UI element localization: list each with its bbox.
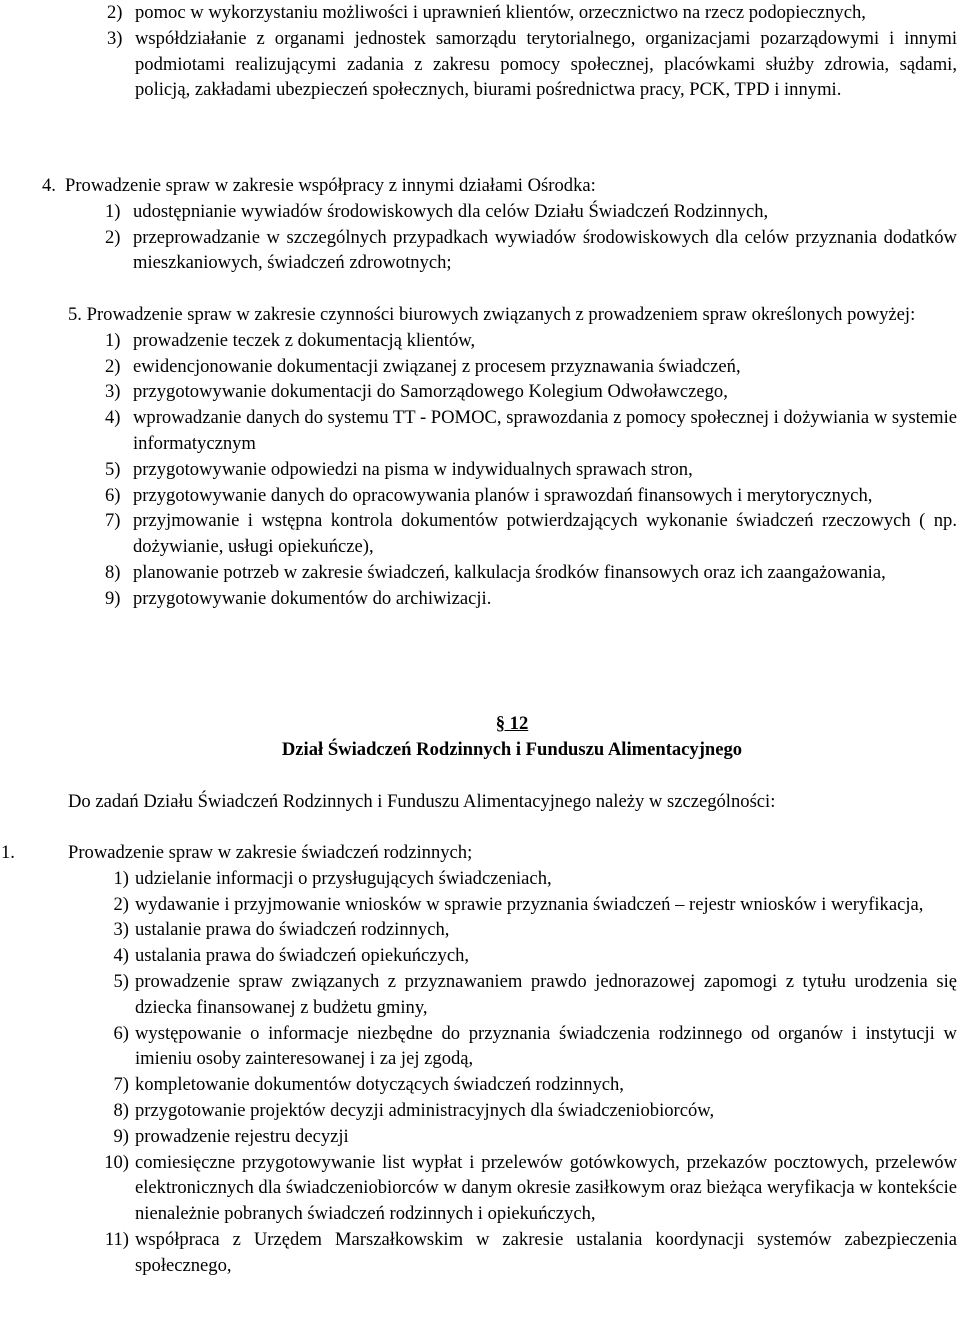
section-number: 4. [42,175,56,196]
item-text: przygotowywanie dokumentów do archiwizacji. [133,587,492,609]
item-text: współpraca z Urzędem Marszałkowskim w zakresie ustalania koordynacji systemów zabezpieczenia społecznego, [135,1228,957,1276]
section-heading [68,302,957,328]
section-list [1,866,957,1279]
section-1 [1,840,957,1279]
list-item [91,1021,957,1073]
item-text: udzielanie informacji o przysługujących świadczeniach, [135,867,552,889]
item-number: 2) [105,355,121,377]
list-item [105,586,957,612]
list-item [105,225,957,277]
item-number: 3) [105,381,121,403]
item-number: 2) [105,226,121,248]
item-text: planowanie potrzeb w zakresie świadczeń, kalkulacja środków finansowych oraz ich zaangażowania, [133,561,886,583]
list-item [91,1124,957,1150]
item-text: wydawanie i przyjmowanie wniosków w sprawie przyznania świadczeń – rejestr wniosków i weryfikacja, [135,893,924,915]
paragraph-number: § 12 [495,713,529,734]
item-text: przeprowadzanie w szczególnych przypadkach wywiadów środowiskowych dla celów przyznania dodatków mieszkaniowych, świadczeń zdrowotnych; [133,226,957,274]
list-item [105,457,957,483]
item-number: 7) [105,510,121,532]
item-number: 6) [113,1022,129,1044]
list-item [105,405,957,457]
item-number: 7) [113,1074,129,1096]
list-item [107,26,957,103]
item-number: 1) [105,329,121,351]
item-number: 3) [113,919,129,941]
item-text: przygotowywanie danych do opracowywania planów i sprawozdań finansowych i merytorycznych, [133,484,873,506]
item-text: wprowadzanie danych do systemu TT - POMOC, sprawozdania z pomocy społecznej i dożywiania w systemie informatycznym [133,407,957,454]
item-number: 11) [104,1228,129,1250]
list-item [105,354,957,380]
section-heading [42,173,957,199]
item-text: prowadzenie teczek z dokumentacją klientów, [133,329,476,351]
item-text: przygotowanie projektów decyzji administracyjnych dla świadczeniobiorców, [135,1099,715,1121]
list-item [91,1072,957,1098]
section-heading [1,840,957,866]
section-list [68,328,957,612]
list-item [107,0,957,26]
item-number: 8) [113,1099,129,1121]
item-number: 2) [113,893,129,915]
item-text: współdziałanie z organami jednostek samorządu terytorialnego, organizacjami pozarządowymi i innymi podmiotami realizującymi zadania z zakresu pomocy społecznej, placówkami służby zdrowia, sądami, policją, zakładami ubezpieczeń społecznych, biurami pośrednictwa pracy, PCK, TPD i innymi. [135,27,957,101]
item-number: 9) [113,1125,129,1147]
section-title: Prowadzenie spraw w zakresie współpracy z innymi działami Ośrodka: [65,175,596,196]
section-title: Prowadzenie spraw w zakresie świadczeń rodzinnych; [68,842,473,863]
list-item [91,1098,957,1124]
continued-list [107,0,957,103]
item-number: 10) [104,1151,129,1173]
list-item [91,1227,957,1279]
item-text: pomoc w wykorzystaniu możliwości i uprawnień klientów, orzecznictwo na rzecz podopiecznych, [135,2,866,23]
list-item [105,328,957,354]
intro-text: Do zadań Działu Świadczeń Rodzinnych i Funduszu Alimentacyjnego należy w szczególności: [68,791,776,812]
item-number: 9) [105,587,121,609]
list-item [105,508,957,560]
item-number: 5) [113,970,129,992]
section-number: 5. [68,304,82,325]
item-text: ustalania prawa do świadczeń opiekuńczych, [135,945,470,967]
item-number: 8) [105,561,121,583]
section-list [42,199,957,276]
item-number: 2) [107,2,123,23]
item-number: 6) [105,484,121,506]
department-title: Dział Świadczeń Rodzinnych i Funduszu Alimentacyjnego [281,738,743,760]
item-text: ewidencjonowanie dokumentacji związanej z procesem przyznawania świadczeń, [133,355,741,377]
item-number: 5) [105,458,121,480]
item-number: 3) [107,27,123,49]
section-title: Prowadzenie spraw w zakresie czynności biurowych związanych z prowadzeniem spraw określonych powyżej: [86,304,916,325]
item-text: przygotowywanie odpowiedzi na pisma w indywidualnych sprawach stron, [133,458,693,480]
item-number: 1) [105,200,121,222]
list-item [91,969,957,1021]
section-5 [68,302,957,612]
list-item [91,943,957,969]
item-text: przygotowywanie dokumentacji do Samorządowego Kolegium Odwoławczego, [133,381,728,403]
list-item [91,866,957,892]
list-item [105,199,957,225]
list-item [105,560,957,586]
paragraph-heading [0,711,960,763]
item-text: przyjmowanie i wstępna kontrola dokumentów potwierdzających wykonanie świadczeń rzeczowych ( np. dożywianie, usługi opiekuńcze), [133,510,957,558]
list-item [91,892,957,918]
item-text: udostępnianie wywiadów środowiskowych dla celów Działu Świadczeń Rodzinnych, [133,200,769,222]
item-text: ustalanie prawa do świadczeń rodzinnych, [135,919,450,941]
item-text: występowanie o informacje niezbędne do przyznania świadczenia rodzinnego od organów i instytucji w imieniu osoby zainteresowanej i za jej zgodą, [135,1022,957,1070]
item-text: prowadzenie spraw związanych z przyznawaniem prawdo jednorazowej zapomogi z tytułu urodzenia się dziecka finansowanej z budżetu gminy, [135,970,957,1018]
list-item [91,1150,957,1227]
list-item [91,917,957,943]
item-text: comiesięczne przygotowywanie list wypłat i przelewów gotówkowych, przekazów pocztowych, przelewów elektronicznych dla świadczeniobiorców w danym okresie zasiłkowym oraz bieżąca weryfikacja w kontekście nienależnie pobranych świadczeń rodzinnych i opiekuńczych, [135,1151,957,1225]
item-number: 4) [113,945,129,967]
list-item [105,483,957,509]
item-number: 4) [105,407,121,429]
list-item [105,379,957,405]
section-4 [42,173,957,276]
item-text: kompletowanie dokumentów dotyczących świadczeń rodzinnych, [135,1074,624,1096]
section-number: 1. [1,842,15,863]
item-number: 1) [113,867,129,889]
item-text: prowadzenie rejestru decyzji [135,1125,349,1147]
